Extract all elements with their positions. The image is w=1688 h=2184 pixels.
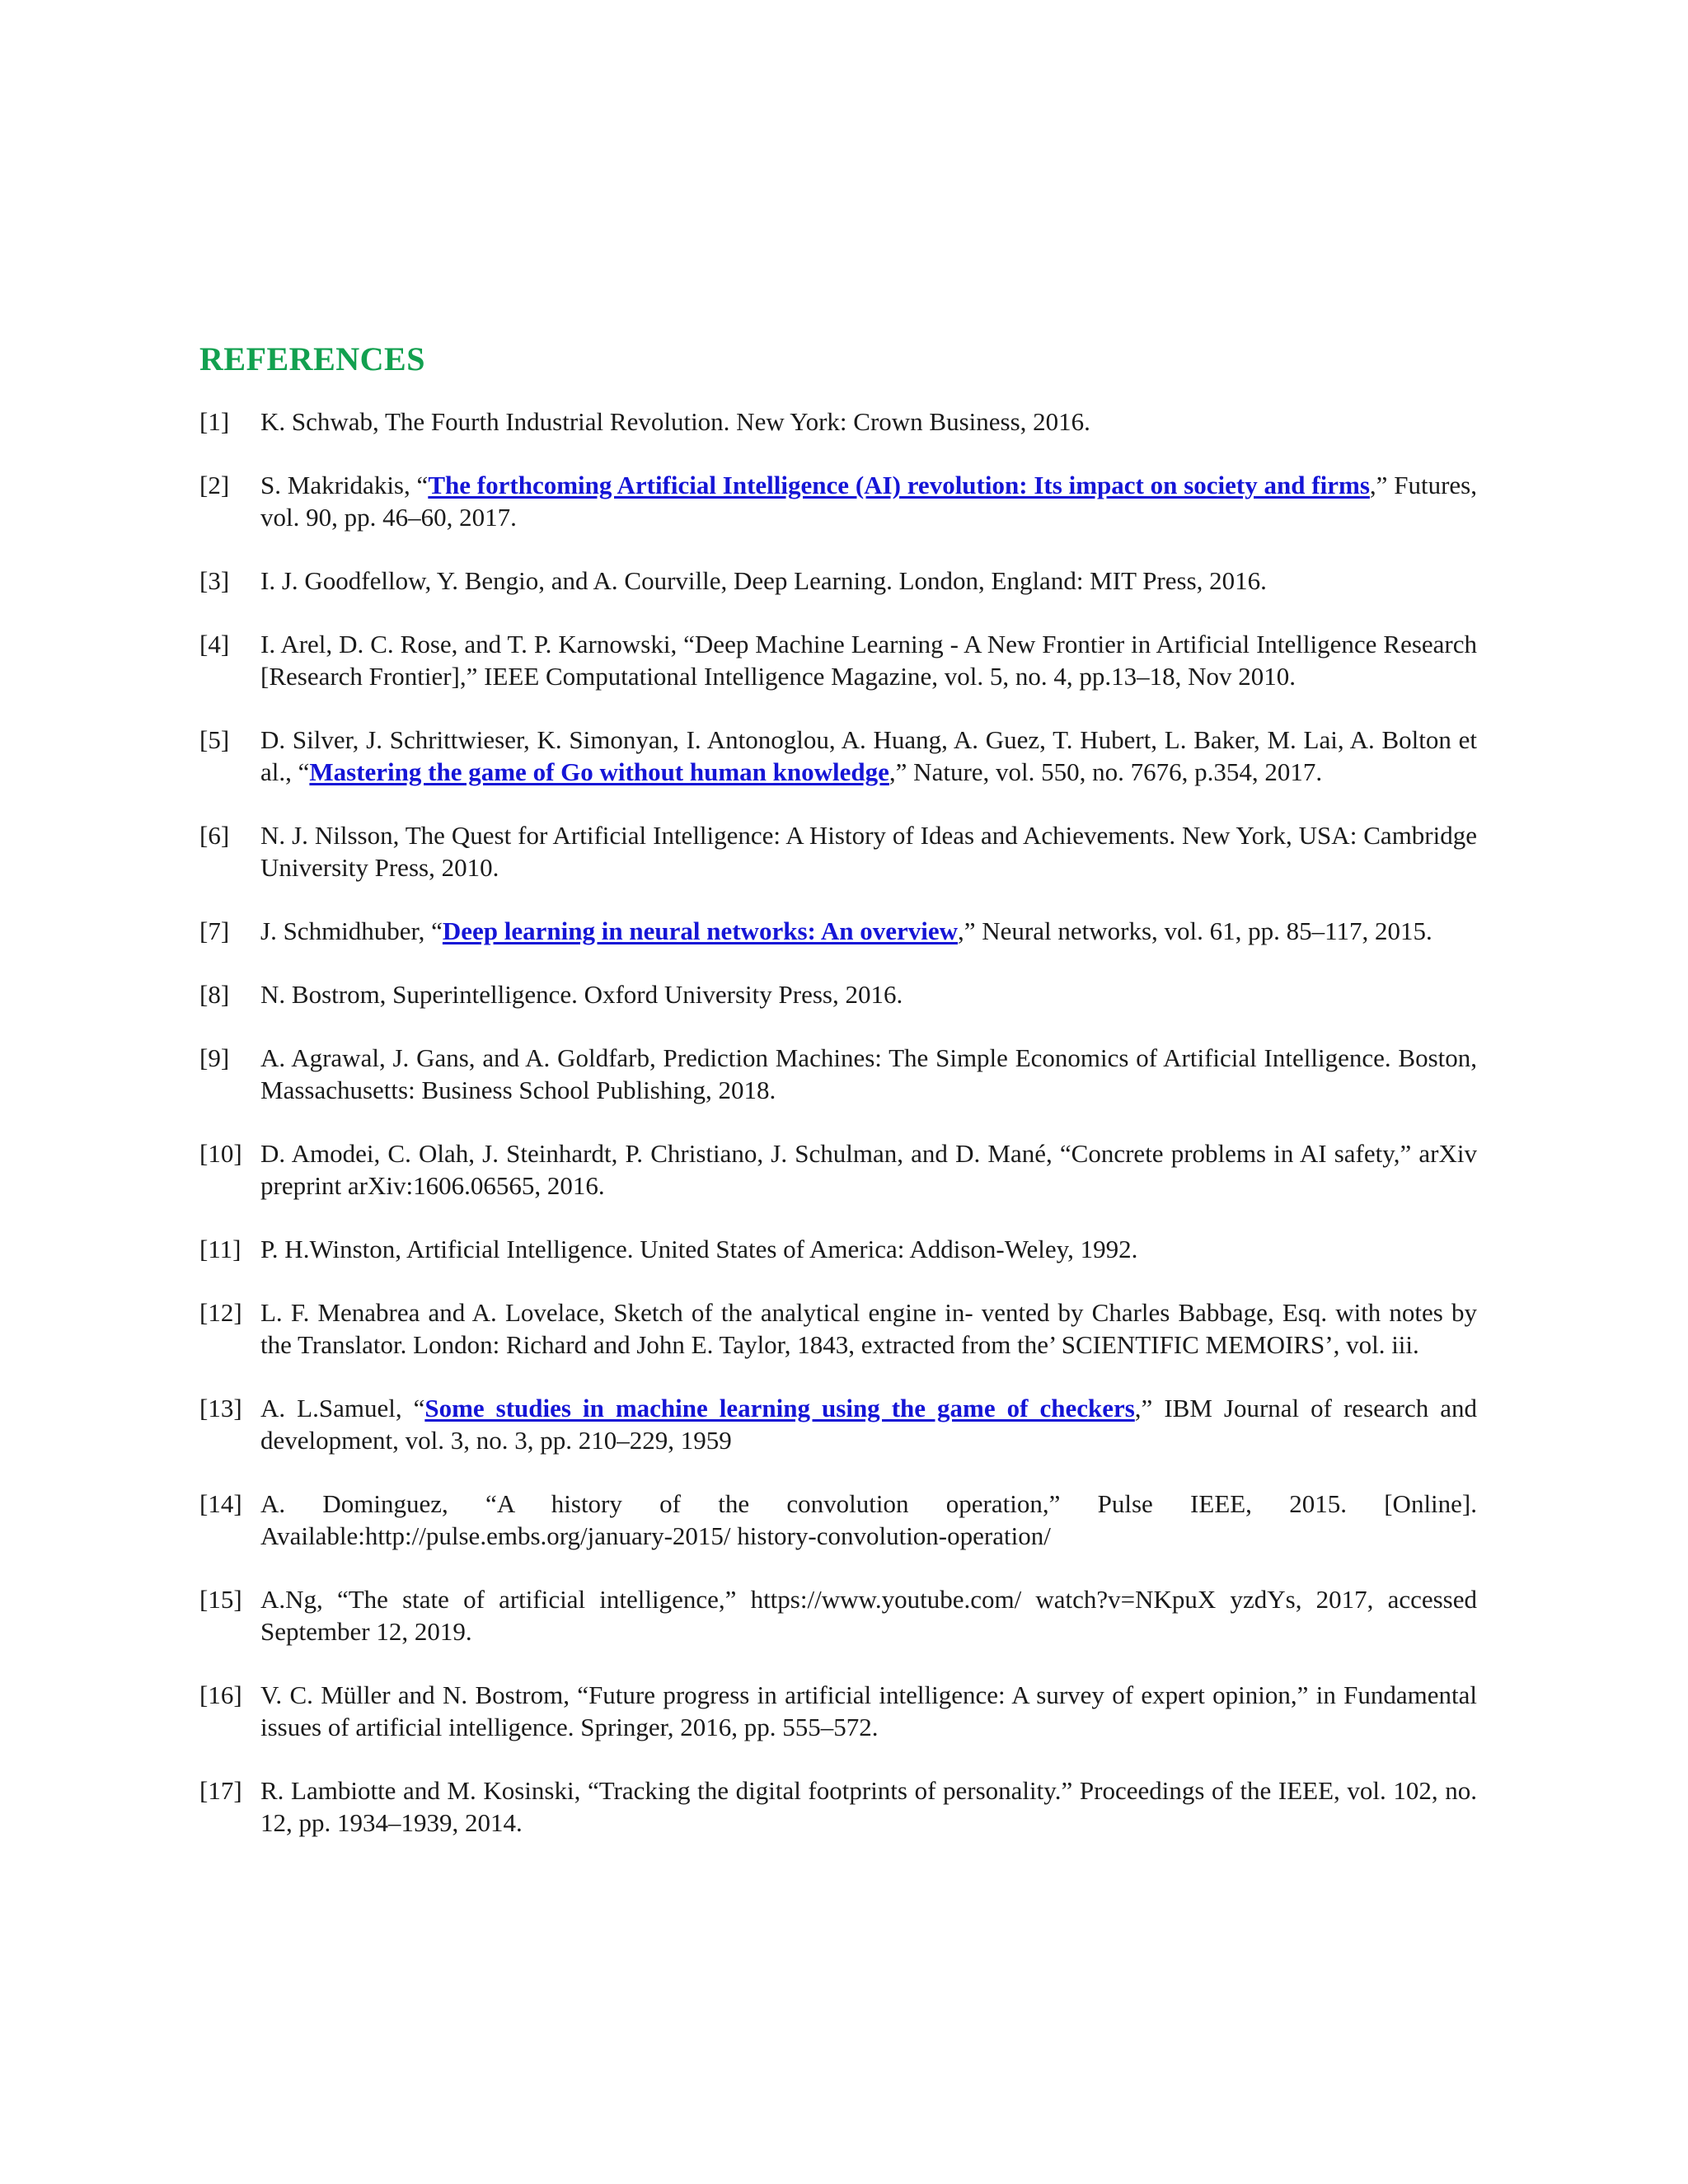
reference-item: [199, 1233, 1477, 1265]
reference-item: [199, 628, 1477, 692]
reference-text: A. Dominguez, “A history of the convolution operation,” Pulse IEEE, 2015. [Online]. Available:http://pulse.embs.org/january-2015/ history-convolution-operation/: [260, 1489, 1477, 1550]
reference-text: J. Schmidhuber, “: [260, 916, 443, 945]
reference-number: [12]: [199, 1298, 242, 1327]
reference-item: [199, 915, 1477, 947]
reference-text: L. F. Menabrea and A. Lovelace, Sketch of the analytical engine in- vented by Charles Babbage, Esq. with notes by the Translator. London: Richard and John E. Taylor, 1843, extracted from the’ SCIENTIFIC MEMOIRS’, vol. iii.: [260, 1298, 1477, 1359]
reference-number: [15]: [199, 1585, 242, 1614]
reference-text: I. Arel, D. C. Rose, and T. P. Karnowski, “Deep Machine Learning - A New Frontier in Artificial Intelligence Research [Research Frontier],” IEEE Computational Intelligence Magazine, vol. 5, no. 4, pp.13–18, Nov 2010.: [260, 630, 1477, 691]
reference-link[interactable]: Mastering the game of Go without human knowledge: [309, 757, 889, 786]
reference-item: [199, 405, 1477, 438]
reference-link[interactable]: Deep learning in neural networks: An overview: [442, 916, 959, 945]
reference-item: [199, 1296, 1477, 1361]
reference-number: [2]: [199, 471, 230, 499]
reference-link[interactable]: The forthcoming Artificial Intelligence (AI) revolution: Its impact on society and firms: [428, 471, 1370, 499]
reference-text: P. H.Winston, Artificial Intelligence. United States of America: Addison-Weley, 1992.: [260, 1235, 1138, 1263]
reference-number: [4]: [199, 630, 230, 658]
reference-link[interactable]: Some studies in machine learning using the game of checkers: [424, 1394, 1135, 1422]
reference-text: N. J. Nilsson, The Quest for Artificial Intelligence: A History of Ideas and Achievements. New York, USA: Cambridge University Press, 2010.: [260, 821, 1477, 882]
reference-item: [199, 469, 1477, 533]
reference-item: [199, 1679, 1477, 1743]
reference-number: [6]: [199, 821, 230, 850]
reference-item: [199, 724, 1477, 788]
reference-number: [13]: [199, 1394, 242, 1422]
reference-number: [5]: [199, 725, 230, 754]
reference-text: R. Lambiotte and M. Kosinski, “Tracking the digital footprints of personality.” Proceedings of the IEEE, vol. 102, no. 12, pp. 1934–1939, 2014.: [260, 1776, 1477, 1837]
reference-number: [16]: [199, 1680, 242, 1709]
reference-text: N. Bostrom, Superintelligence. Oxford University Press, 2016.: [260, 980, 903, 1009]
references-heading: REFERENCES: [199, 340, 425, 377]
reference-number: [17]: [199, 1776, 242, 1805]
reference-item: [199, 1583, 1477, 1647]
reference-item: [199, 1488, 1477, 1552]
reference-text: A. L.Samuel, “: [260, 1394, 425, 1422]
reference-text: S. Makridakis, “: [260, 471, 429, 499]
reference-text-after: ,” IBM Journal of research and development, vol. 3, no. 3, pp. 210–229, 1959: [260, 1394, 1477, 1455]
reference-item: [199, 978, 1477, 1010]
reference-text-after: ,” Futures, vol. 90, pp. 46–60, 2017.: [260, 471, 1477, 532]
reference-text: V. C. Müller and N. Bostrom, “Future progress in artificial intelligence: A survey of expert opinion,” in Fundamental issues of artificial intelligence. Springer, 2016, pp. 555–572.: [260, 1680, 1477, 1741]
reference-text-after: ,” Nature, vol. 550, no. 7676, p.354, 2017.: [889, 757, 1323, 786]
reference-text: A.Ng, “The state of artificial intelligence,” https://www.youtube.com/ watch?v=NKpuX yzdYs, 2017, accessed September 12, 2019.: [260, 1585, 1477, 1646]
reference-item: [199, 1137, 1477, 1202]
reference-number: [9]: [199, 1043, 230, 1072]
reference-item: [199, 819, 1477, 883]
reference-number: [7]: [199, 916, 230, 945]
reference-text: D. Amodei, C. Olah, J. Steinhardt, P. Christiano, J. Schulman, and D. Mané, “Concrete problems in AI safety,” arXiv preprint arXiv:1606.06565, 2016.: [260, 1139, 1477, 1200]
reference-item: [199, 1774, 1477, 1839]
reference-item: [199, 565, 1477, 597]
reference-number: [11]: [199, 1235, 241, 1263]
reference-item: [199, 1392, 1477, 1456]
reference-text: K. Schwab, The Fourth Industrial Revolution. New York: Crown Business, 2016.: [260, 407, 1090, 436]
reference-number: [10]: [199, 1139, 242, 1168]
reference-number: [8]: [199, 980, 230, 1009]
reference-text-after: ,” Neural networks, vol. 61, pp. 85–117, 2015.: [958, 916, 1432, 945]
reference-text: I. J. Goodfellow, Y. Bengio, and A. Courville, Deep Learning. London, England: MIT Press, 2016.: [260, 566, 1267, 595]
reference-list: [199, 405, 1477, 1870]
reference-item: [199, 1042, 1477, 1106]
reference-number: [14]: [199, 1489, 242, 1518]
reference-text: D. Silver, J. Schrittwieser, K. Simonyan, I. Antonoglou, A. Huang, A. Guez, T. Hubert, L. Baker, M. Lai, A. Bolton et al., “: [260, 725, 1477, 786]
reference-text: A. Agrawal, J. Gans, and A. Goldfarb, Prediction Machines: The Simple Economics of Artificial Intelligence. Boston, Massachusetts: Business School Publishing, 2018.: [260, 1043, 1477, 1104]
reference-number: [1]: [199, 407, 230, 436]
reference-number: [3]: [199, 566, 230, 595]
